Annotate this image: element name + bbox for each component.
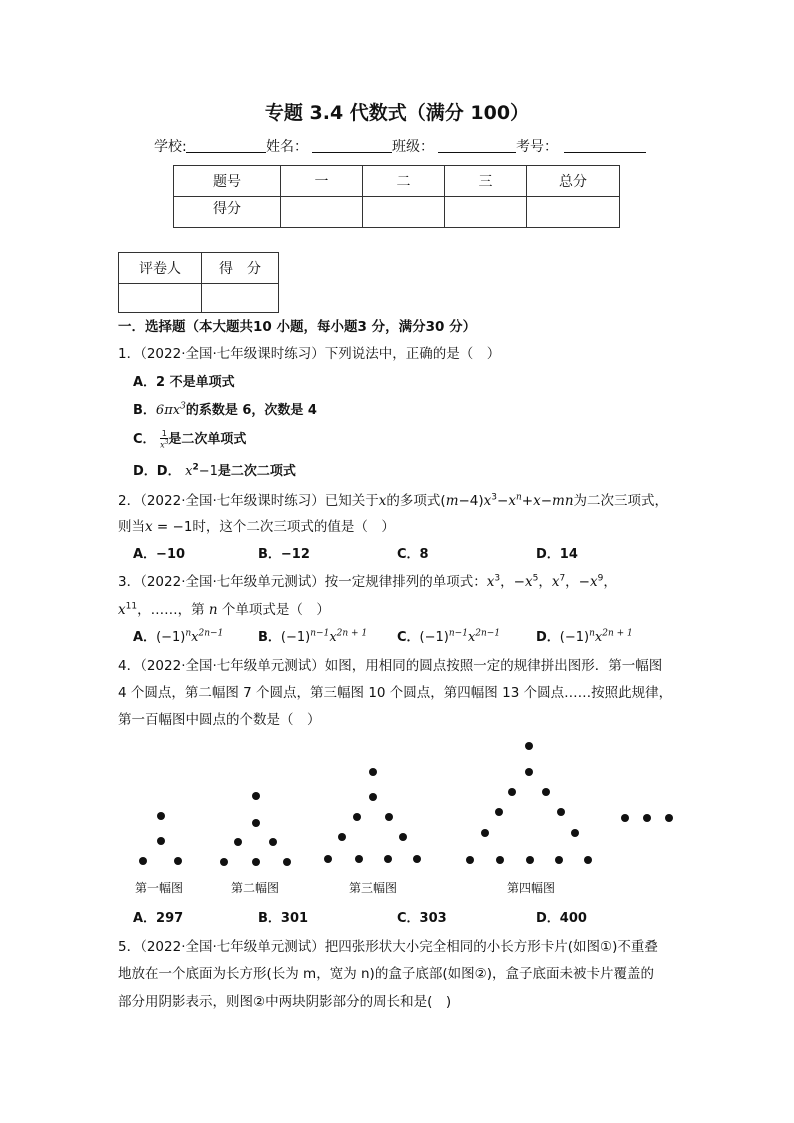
dot xyxy=(571,829,579,837)
dot xyxy=(496,856,504,864)
dot xyxy=(252,858,260,866)
school-label: 学校: xyxy=(154,139,187,155)
dot xyxy=(399,833,407,841)
name-blank[interactable] xyxy=(312,136,392,153)
dot xyxy=(234,838,242,846)
dot xyxy=(355,855,363,863)
question-4-line1: 4．（2022·全国·七年级单元测试）如图，用相同的圆点按照一定的规律拼出图形．第一幅图 xyxy=(118,658,663,674)
school-blank[interactable] xyxy=(186,136,266,153)
score-cell[interactable] xyxy=(445,197,527,228)
q3-option-c[interactable]: C．$(-1)^{n-1}x^{2n-1}$ xyxy=(397,628,501,645)
dot-pattern-figure xyxy=(0,730,794,880)
dot xyxy=(413,855,421,863)
class-label: 班级： xyxy=(392,139,434,155)
dot xyxy=(157,812,165,820)
figure-3-dots xyxy=(324,768,421,863)
score-header: 一 xyxy=(281,166,363,197)
dot xyxy=(481,829,489,837)
dot xyxy=(157,837,165,845)
dot xyxy=(385,813,393,821)
dot xyxy=(508,788,516,796)
dot xyxy=(139,857,147,865)
grader-header: 得 分 xyxy=(202,253,279,284)
page-title: 专题 3.4 代数式（满分 100） xyxy=(264,102,530,124)
q3-option-a[interactable]: A．$(-1)^nx^{2n-1}$ xyxy=(133,628,224,645)
dot xyxy=(555,856,563,864)
q1-option-a[interactable]: A．2 不是单项式 xyxy=(133,375,235,390)
dot xyxy=(220,858,228,866)
dot xyxy=(665,814,673,822)
q1-option-b[interactable]: B．$6\pi x^3$的系数是 6，次数是 4 xyxy=(133,401,317,418)
dot xyxy=(584,856,592,864)
section-heading: 一．选择题（本大题共10 小题，每小题3 分，满分30 分） xyxy=(118,319,477,335)
q2-option-a[interactable]: A．−10 xyxy=(133,547,186,562)
question-3-line2: $x^{11}$，……，第 n 个单项式是（ ） xyxy=(118,601,330,618)
figure-2-dots xyxy=(220,792,291,866)
dot xyxy=(542,788,550,796)
number-label: 考号： xyxy=(516,139,558,155)
figure-4-dots xyxy=(466,742,592,864)
q3-option-b[interactable]: B．$(-1)^{n-1}x^{2n + 1}$ xyxy=(258,628,368,645)
question-5-line1: 5．（2022·全国·七年级单元测试）把四张形状大小完全相同的小长方形卡片(如图①)不重叠 xyxy=(118,939,658,955)
dot xyxy=(495,808,503,816)
score-cell[interactable] xyxy=(527,197,620,228)
q1-option-d[interactable]: D．D． $x^2-1$是二次二项式 xyxy=(133,462,296,479)
dot xyxy=(525,742,533,750)
q2-option-c[interactable]: C．8 xyxy=(397,547,429,562)
q4-option-d[interactable]: D．400 xyxy=(536,911,587,926)
grader-header: 评卷人 xyxy=(119,253,202,284)
dot xyxy=(174,857,182,865)
q3-option-d[interactable]: D．$(-1)^nx^{2n + 1}$ xyxy=(536,628,633,645)
dot xyxy=(384,855,392,863)
q2-option-d[interactable]: D．14 xyxy=(536,547,578,562)
dot xyxy=(283,858,291,866)
figure-1-dots xyxy=(139,812,182,865)
question-2-line2: 则当x = −1时，这个二次三项式的值是（ ） xyxy=(118,519,395,535)
score-row-label: 得分 xyxy=(174,197,281,228)
question-5-line3: 部分用阴影表示，则图②中两块阴影部分的周长和是( ) xyxy=(118,994,452,1010)
dot xyxy=(621,814,629,822)
dot xyxy=(338,833,346,841)
dot xyxy=(324,855,332,863)
dot xyxy=(252,792,260,800)
dot xyxy=(369,768,377,776)
fraction: 1 $x^3$ xyxy=(160,428,169,450)
dot xyxy=(466,856,474,864)
q4-option-b[interactable]: B．301 xyxy=(258,911,309,926)
grader-cell[interactable] xyxy=(202,284,279,313)
figure-caption: 第二幅图 xyxy=(231,881,280,895)
score-header: 二 xyxy=(363,166,445,197)
dot xyxy=(269,838,277,846)
question-3-stem: 3．（2022·全国·七年级单元测试）按一定规律排列的单项式：$x^3$，$-x^5$，$x^7$，$-x^9$， xyxy=(118,573,617,590)
score-cell[interactable] xyxy=(363,197,445,228)
question-4-line2: 4 个圆点，第二幅图 7 个圆点，第三幅图 10 个圆点，第四幅图 13 个圆点……按照此规律， xyxy=(118,685,673,701)
question-1-stem: 1．（2022·全国·七年级课时练习）下列说法中，正确的是（ ） xyxy=(118,346,501,362)
score-header: 三 xyxy=(445,166,527,197)
name-label: 姓名： xyxy=(266,139,308,155)
ellipsis-dots xyxy=(621,814,673,822)
question-4-line3: 第一百幅图中圆点的个数是（ ） xyxy=(118,712,321,728)
q1-option-c[interactable]: C． 1 $x^3$是二次单项式 xyxy=(133,428,247,450)
dot xyxy=(525,768,533,776)
dot xyxy=(252,819,260,827)
score-header: 题号 xyxy=(174,166,281,197)
dot xyxy=(353,813,361,821)
number-blank[interactable] xyxy=(564,136,646,153)
class-blank[interactable] xyxy=(438,136,516,153)
dot xyxy=(643,814,651,822)
figure-caption: 第一幅图 xyxy=(135,881,184,895)
dot xyxy=(557,808,565,816)
q4-option-c[interactable]: C．303 xyxy=(397,911,447,926)
dot xyxy=(526,856,534,864)
grader-table xyxy=(118,252,279,313)
figure-caption: 第三幅图 xyxy=(349,881,398,895)
dot xyxy=(369,793,377,801)
q2-option-b[interactable]: B．−12 xyxy=(258,547,310,562)
score-table xyxy=(173,165,620,228)
score-header: 总分 xyxy=(527,166,620,197)
question-5-line2: 地放在一个底面为长方形(长为 m，宽为 n)的盒子底部(如图②)，盒子底面未被卡片覆盖的 xyxy=(118,966,654,982)
score-cell[interactable] xyxy=(281,197,363,228)
figure-caption: 第四幅图 xyxy=(507,881,556,895)
grader-cell[interactable] xyxy=(119,284,202,313)
q4-option-a[interactable]: A．297 xyxy=(133,911,184,926)
question-2-stem: 2．（2022·全国·七年级课时练习）已知关于x的多项式$(m-4)x^3-x^n+x-mn$为二次三项式， xyxy=(118,492,669,509)
